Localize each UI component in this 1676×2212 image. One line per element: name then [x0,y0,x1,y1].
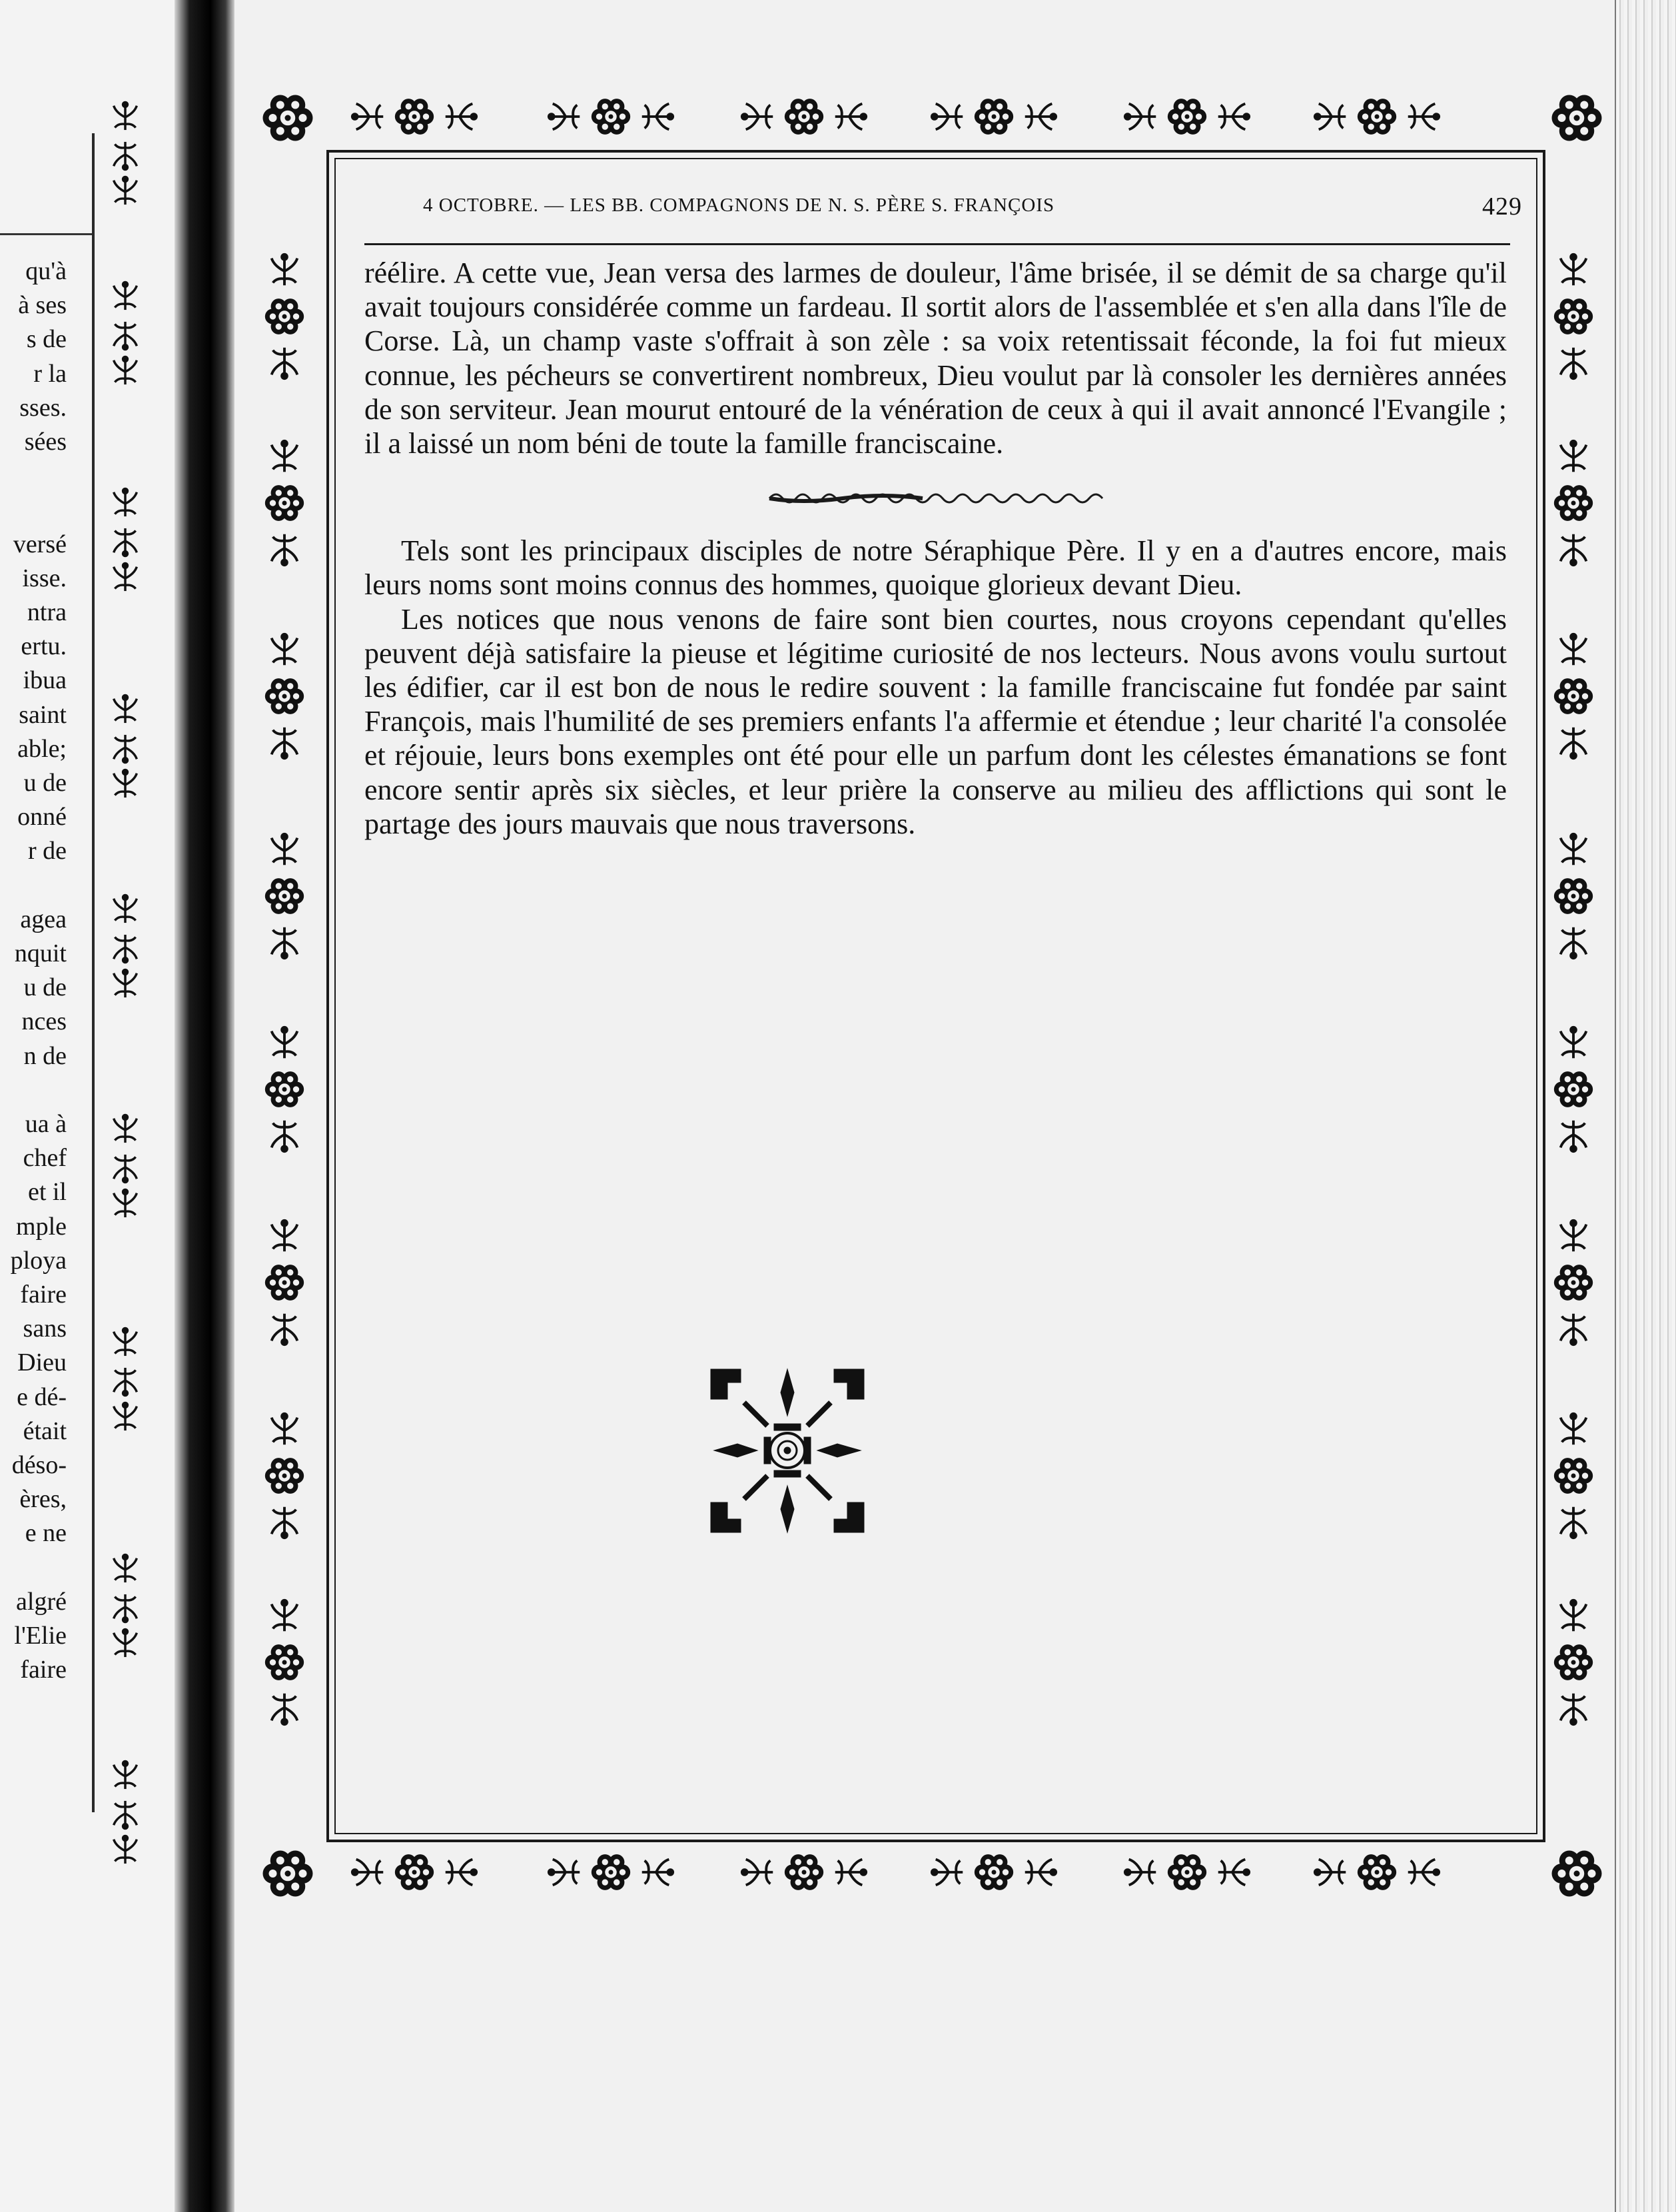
fleur-leaf-icon [1554,1025,1593,1063]
page [234,0,1615,2212]
fleur-leaf-icon [1554,922,1593,961]
left-page-line: et il [27,1178,67,1207]
fleur-leaf-icon [108,967,143,1002]
floral-rosette-icon [1550,480,1597,526]
floral-rosette-icon [261,1259,308,1306]
floral-rosette-icon [1550,1452,1597,1499]
paragraph: Les notices que nous venons de faire sont bien courtes, nous croyons cependant qu'elles peuvent déjà satisfaire la pieuse et légitime curiosité de nos lecteurs. Nous avons voulu surtout les édifier, car il est bon de nous le redire souvent : la famille franciscaine fut fondée par saint François, mais l'humilité de ses premiers enfants l'a affermie et étendue ; leur charité l'a consolée et réjouie, leurs bons exemples ont été pour elle un parfum dont les célestes émanations se font encore sentir après six siècles, et leur prière la conserve au milieu des afflictions qui sont le partage des jours mauvais que nous traversons. [364,602,1507,840]
previous-page-fragment [0,0,175,2212]
left-page-line: sées [24,428,67,456]
fleur-leaf-icon [1554,1598,1593,1636]
floral-rosette-icon [1547,88,1607,148]
fleur-leaf-icon [108,1326,143,1361]
floral-rosette-icon [258,1844,318,1904]
left-page-line: e dé- [17,1382,67,1411]
fleur-leaf-icon [637,1853,675,1892]
left-page-line: onné [17,803,67,831]
fleur-leaf-icon [1554,1115,1593,1154]
fleur-leaf-icon [108,1759,143,1794]
fleur-leaf-icon [1554,342,1593,381]
fleur-leaf-icon [265,1115,304,1154]
left-page-line: u de [23,769,67,797]
left-page-line: ploya [10,1246,67,1275]
floral-rosette-icon [781,1849,827,1896]
left-frame-line [92,133,95,1812]
fleur-leaf-icon [1554,1411,1593,1450]
floral-rosette-icon [1547,1844,1607,1904]
fleur-leaf-icon [108,317,143,352]
page-number: 429 [1482,193,1522,221]
floral-rosette-icon [1550,1259,1597,1306]
left-page-line: ntra [27,598,67,626]
fleur-leaf-icon [1403,1853,1442,1892]
page-edges [1615,0,1676,2212]
left-page-line: nquit [14,939,67,967]
fleur-leaf-icon [1554,438,1593,477]
fleur-leaf-icon [108,354,143,389]
fleur-leaf-icon [1554,1502,1593,1540]
fleur-leaf-icon [1122,97,1161,136]
paragraph: réélire. A cette vue, Jean versa des larmes de douleur, l'âme brisée, il se démit de sa charge qu'il avait toujours considérée comme un fardeau. Il sortit alors de l'assemblée et s'en alla dans l'île de Corse. Là, un champ vaste s'offrait à son zèle : sa voix retentissait féconde, la foi fut mieux connue, les pécheurs se convertirent nombreux, Dieu voulut par là consoler les dernières années de son serviteur. Jean mourut entouré de la vénération de ceux à qui il avait annoncé l'Evangile ; il a laissé un nom béni de toute la famille franciscaine. [364,257,1507,460]
left-page-line: à ses [18,291,67,320]
floral-rosette-icon [1550,1066,1597,1113]
fleur-leaf-icon [108,524,143,558]
floral-rosette-icon [1550,873,1597,919]
fleur-leaf-icon [108,1113,143,1147]
fleur-leaf-icon [637,97,675,136]
floral-rosette-icon [1354,93,1400,140]
fleur-leaf-icon [108,100,143,135]
body-text [364,256,1507,841]
left-page-line: r de [27,837,67,865]
left-page-line: able; [17,734,67,763]
left-page-line: l'Elie [14,1622,67,1650]
fleur-leaf-icon [265,342,304,381]
fleur-leaf-icon [1020,97,1058,136]
fleur-leaf-icon [108,561,143,596]
fleur-leaf-icon [108,1400,143,1435]
fleur-leaf-icon [265,1598,304,1636]
floral-rosette-icon [261,1066,308,1113]
fleur-leaf-icon [1554,632,1593,670]
fleur-leaf-icon [265,529,304,568]
fleur-leaf-icon [1554,1309,1593,1347]
left-page-line: versé [13,530,67,558]
floral-rosette-icon [781,93,827,140]
fleur-leaf-icon [1020,1853,1058,1892]
running-head [423,192,1522,224]
fleur-leaf-icon [108,693,143,728]
fleur-leaf-icon [265,1502,304,1540]
fleur-leaf-icon [1122,1853,1161,1892]
fleur-leaf-icon [1213,1853,1252,1892]
fleur-leaf-icon [1312,97,1351,136]
left-page-line: était [23,1416,67,1445]
fleur-leaf-icon [1554,722,1593,761]
floral-rosette-icon [261,873,308,919]
left-page-line: isse. [22,564,67,592]
fleur-leaf-icon [929,97,968,136]
fleur-leaf-icon [1554,831,1593,870]
floral-rosette-icon [1550,293,1597,340]
left-page-line: sses. [19,393,67,422]
fleur-leaf-icon [265,632,304,670]
floral-rosette-icon [261,673,308,720]
fleur-leaf-icon [108,280,143,314]
left-page-line: Dieu [17,1349,67,1377]
fleur-leaf-icon [108,1627,143,1662]
fleur-leaf-icon [929,1853,968,1892]
fleur-leaf-icon [440,1853,479,1892]
left-page-line: chef [23,1144,67,1173]
fleur-leaf-icon [1554,1218,1593,1257]
left-page-line: ibua [23,666,67,695]
fleur-leaf-icon [1554,252,1593,290]
floral-rosette-icon [588,93,634,140]
left-page-line: nces [21,1007,67,1036]
fleur-leaf-icon [830,97,869,136]
header-rule [364,243,1510,245]
fleur-leaf-icon [108,768,143,802]
fleur-leaf-icon [108,930,143,965]
fleur-leaf-icon [265,831,304,870]
fleur-leaf-icon [265,1025,304,1063]
left-page-line: s de [26,325,67,354]
fleur-leaf-icon [440,97,479,136]
fleur-leaf-icon [108,1363,143,1398]
fleur-leaf-icon [108,1187,143,1222]
fleur-leaf-icon [108,893,143,927]
left-page-line: ua à [25,1110,67,1138]
fleur-leaf-icon [265,1688,304,1727]
floral-rosette-icon [261,293,308,340]
floral-rosette-icon [1354,1849,1400,1896]
floral-rosette-icon [258,88,318,148]
floral-rosette-icon [261,480,308,526]
fleur-leaf-icon [108,1834,143,1868]
fleur-leaf-icon [265,722,304,761]
floral-rosette-icon [971,1849,1017,1896]
fleur-leaf-icon [1403,97,1442,136]
floral-rosette-icon [391,93,438,140]
fleur-leaf-icon [108,175,143,209]
floral-rosette-icon [391,1849,438,1896]
floral-rosette-icon [1164,93,1210,140]
left-page-line: ertu. [21,632,67,661]
fleur-leaf-icon [1312,1853,1351,1892]
left-page-line: agea [20,905,67,933]
floral-rosette-icon [1164,1849,1210,1896]
fleur-leaf-icon [739,1853,778,1892]
fleur-leaf-icon [108,486,143,521]
floral-rosette-icon [588,1849,634,1896]
left-page-line: e ne [25,1519,67,1548]
fleur-leaf-icon [108,1796,143,1831]
paragraph: Tels sont les principaux disciples de notre Séraphique Père. Il y en a d'autres encore, mais leurs noms sont moins connus des hommes, quoique glorieux devant Dieu. [364,534,1507,602]
left-page-line: faire [20,1656,67,1684]
fleur-leaf-icon [265,1309,304,1347]
floral-rosette-icon [1550,1639,1597,1686]
left-page-line: sans [23,1315,67,1343]
fleur-leaf-icon [108,730,143,765]
left-page-line: algré [16,1587,67,1616]
fleur-leaf-icon [265,1411,304,1450]
left-page-line: ères, [19,1485,67,1514]
fleur-leaf-icon [265,252,304,290]
fleur-leaf-icon [546,97,585,136]
fleur-leaf-icon [265,922,304,961]
fleur-leaf-icon [108,137,143,172]
left-page-line: mple [16,1212,67,1241]
wavy-rule-icon [763,487,1109,510]
book-gutter [175,0,234,2212]
fleur-leaf-icon [108,1150,143,1185]
left-page-line: u de [23,973,67,1002]
floral-rosette-icon [261,1452,308,1499]
left-page-line: saint [19,700,67,729]
left-page-line: n de [23,1041,67,1070]
left-header-rule [0,233,93,235]
left-page-line: r la [33,359,67,388]
fleur-leaf-icon [1213,97,1252,136]
floral-rosette-icon [1550,673,1597,720]
fleur-leaf-icon [350,1853,388,1892]
fleur-leaf-icon [265,1218,304,1257]
fleur-leaf-icon [1554,529,1593,568]
left-page-line: déso- [11,1451,67,1479]
running-title: 4 OCTOBRE. — LES BB. COMPAGNONS DE N. S. PÈRE S. FRANÇOIS [423,195,1055,216]
fleur-leaf-icon [108,1590,143,1624]
floral-rosette-icon [971,93,1017,140]
fleur-leaf-icon [108,1552,143,1587]
floral-rosette-icon [261,1639,308,1686]
left-page-line: qu'à [25,257,67,285]
fleur-leaf-icon [739,97,778,136]
fleur-leaf-icon [546,1853,585,1892]
fleur-leaf-icon [1554,1688,1593,1727]
fleur-leaf-icon [265,438,304,477]
cross-fleuron-icon [704,1363,871,1539]
fleur-leaf-icon [830,1853,869,1892]
fleur-leaf-icon [350,97,388,136]
left-page-line: faire [20,1281,67,1309]
